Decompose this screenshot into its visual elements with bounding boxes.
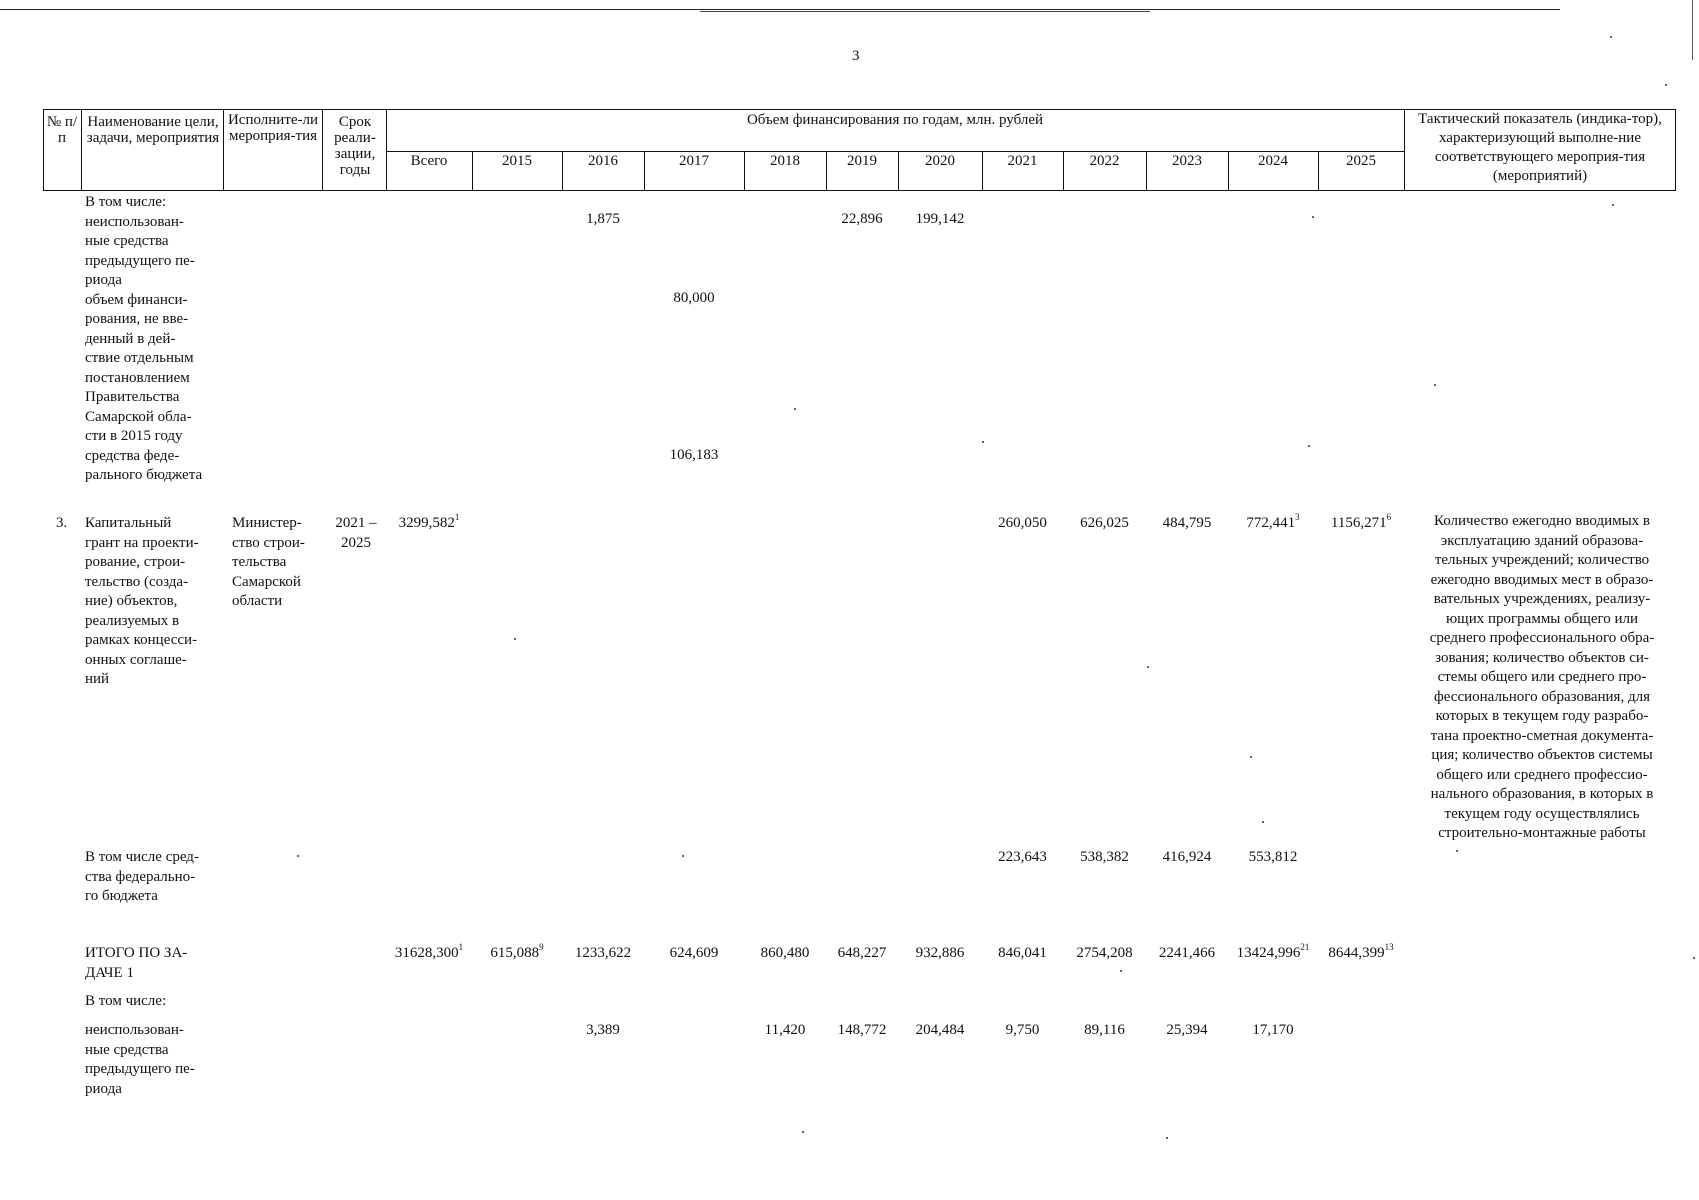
- total-unused-2021: 9,750: [1005, 1022, 1040, 1038]
- scan-speck: [982, 441, 984, 443]
- row3-federal-label: В том числе сред- ства федерально- го бюджета: [85, 849, 199, 904]
- header-year-2019: 2019: [847, 153, 877, 169]
- scan-speck: [514, 638, 516, 640]
- total-task1-2015: 615,088$^9$: [490, 942, 544, 961]
- total-unused-2023: 25,394: [1166, 1022, 1208, 1038]
- row3-2022: 626,025: [1080, 515, 1129, 531]
- unused-2019: 22,896: [841, 211, 883, 227]
- total-task1-including: В том числе:: [85, 993, 167, 1009]
- row3-term: 2021 – 2025: [335, 515, 377, 551]
- total-unused-2019: 148,772: [837, 1022, 887, 1038]
- row3-federal-2022: 538,382: [1080, 849, 1129, 865]
- header-year-2025: 2025: [1346, 153, 1376, 169]
- row3-name: Капитальный грант на проекти- рование, строи- тельство (созда- ние) объектов, реализуемых в рамках концесси- онных соглаше- ний: [85, 515, 199, 687]
- header-year-2024: 2024: [1258, 153, 1288, 169]
- total-task1-2019: 648,227: [837, 945, 887, 961]
- header-year-2021: 2021: [1007, 153, 1038, 169]
- header-year-2023: 2023: [1172, 153, 1202, 169]
- scan-speck: [1610, 36, 1612, 38]
- row3-total: 3299,582$^1$: [398, 512, 460, 531]
- total-task1-2024: 13424,996$^{21}$: [1236, 942, 1310, 961]
- total-task1-2016: 1233,622: [574, 945, 632, 961]
- scan-speck: [1693, 957, 1695, 959]
- total-unused-2018: 11,420: [764, 1022, 806, 1038]
- right-edge-rule: [1692, 0, 1693, 60]
- row3-2021: 260,050: [998, 515, 1047, 531]
- header-year-2015: 2015: [502, 153, 532, 169]
- total-task1-2017: 624,609: [669, 945, 719, 961]
- header-year-total: Всего: [410, 153, 448, 169]
- row3-2023: 484,795: [1162, 515, 1212, 531]
- total-unused-2022: 89,116: [1084, 1022, 1125, 1038]
- scan-speck: [297, 855, 299, 857]
- row3-federal-2023: 416,924: [1162, 849, 1212, 865]
- scan-speck: [1250, 756, 1252, 758]
- scan-speck: [1456, 850, 1458, 852]
- scan-speck: [802, 1131, 804, 1133]
- total-task1-2022: 2754,208: [1076, 945, 1133, 961]
- header-col-term: Срок реали-зации, годы: [334, 114, 376, 178]
- total-unused-2024: 17,170: [1252, 1022, 1294, 1038]
- row3-executor: Министер- ство строи- тельства Самарской области: [232, 515, 305, 609]
- top-rule: [0, 9, 1560, 10]
- not-enacted-2017: 80,000: [673, 290, 715, 306]
- total-task1-2020: 932,886: [915, 945, 965, 961]
- top-rule-secondary: [700, 11, 1150, 12]
- scan-speck: [1434, 384, 1436, 386]
- row3-federal-2024: 553,812: [1248, 849, 1298, 865]
- scan-speck: [1612, 204, 1614, 206]
- header-year-2022: 2022: [1089, 153, 1120, 169]
- total-task1-label: ИТОГО ПО ЗА- ДАЧЕ 1: [85, 945, 188, 981]
- scan-speck: [1147, 666, 1149, 668]
- scan-speck: [1308, 445, 1310, 447]
- total-task1-total: 31628,300$^1$: [394, 942, 464, 961]
- row3-indicator: Количество ежегодно вводимых в эксплуатацию зданий образова- тельных учреждений; количество ежегодно вводимых мест в образо- вательных учреждениях, реализу- ющих программы общего или среднего профессионального обра- зования; количество объектов си- стемы общего или среднего про- фессионального образования, для которых в текущем году разрабо- тана проектно-сметная документа- ция; количество объектов системы общего или среднего профессио- нального образования, в которых в текущем году осуществлялись строительно-монтажные работы: [1429, 513, 1655, 841]
- scan-speck: [1312, 216, 1314, 218]
- block-including-label: В том числе: неиспользован- ные средства предыдущего пе- риода объем финанси- рования, не вве- денный в дей- ствие отдельным постановлением Правительства Самарской обла- сти в 2015 году средства феде- рального бюджета: [85, 194, 203, 483]
- total-task1-2025: 8644,399$^{13}$: [1328, 942, 1394, 961]
- scan-speck: [1166, 1137, 1168, 1139]
- unused-2016: 1,875: [586, 211, 620, 227]
- header-year-2017: 2017: [679, 153, 709, 169]
- header-col-indicator: Тактический показатель (индика-тор), характеризующий выполне-ние соответствующего мероприя-тия (мероприятий): [1418, 111, 1662, 184]
- header-col-name: Наименование цели, задачи, мероприятия: [86, 114, 220, 146]
- scan-speck: [682, 855, 684, 857]
- unused-2020: 199,142: [915, 211, 965, 227]
- row3-federal-2021: 223,643: [998, 849, 1047, 865]
- header-year-2020: 2020: [925, 153, 955, 169]
- row3-2025: 1156,271$^6$: [1330, 512, 1392, 531]
- total-task1-2021: 846,041: [998, 945, 1047, 961]
- row3-2024: 772,441$^3$: [1246, 512, 1300, 531]
- total-task1-2023: 2241,466: [1158, 945, 1216, 961]
- federal-2017: 106,183: [669, 447, 719, 463]
- header-col-number: № п/п: [46, 114, 78, 146]
- header-year-2018: 2018: [770, 153, 800, 169]
- header-col-executor: Исполните-ли мероприя-тия: [227, 112, 319, 144]
- scan-speck: [1262, 821, 1264, 823]
- row3-number: 3.: [56, 515, 68, 531]
- total-unused-2020: 204,484: [915, 1022, 965, 1038]
- page-number: 3: [852, 48, 860, 64]
- header-year-2016: 2016: [588, 153, 618, 169]
- header-col-funding: Объем финансирования по годам, млн. рублей: [746, 112, 1044, 128]
- scan-speck: [1120, 970, 1122, 972]
- total-unused-2016: 3,389: [586, 1022, 620, 1038]
- scan-speck: [1665, 84, 1667, 86]
- total-task1-unused-label: неиспользован- ные средства предыдущего пе- риода: [85, 1022, 195, 1097]
- total-task1-2018: 860,480: [760, 945, 810, 961]
- scan-speck: [794, 408, 796, 410]
